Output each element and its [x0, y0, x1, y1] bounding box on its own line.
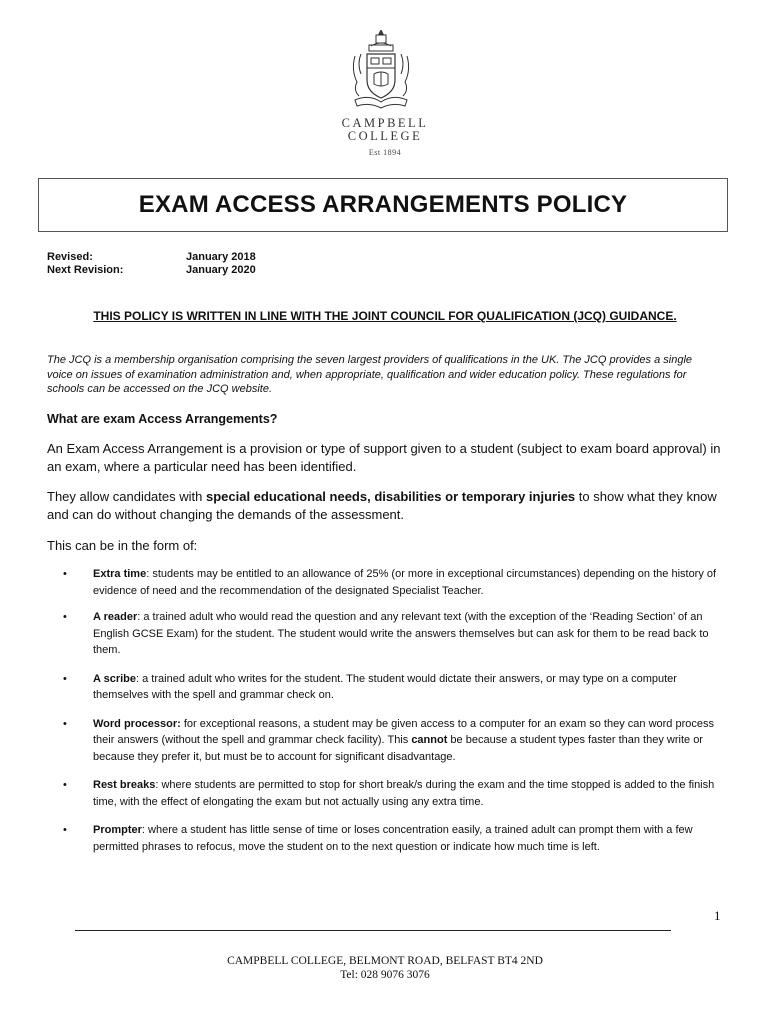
purpose-paragraph: [47, 488, 727, 524]
college-name-line1: CAMPBELL: [341, 116, 429, 130]
arrangements-list: [63, 566, 725, 855]
list-item-extra-time: [63, 566, 725, 599]
list-item-term: Rest breaks: [93, 779, 156, 791]
college-crest-logo: [349, 30, 413, 112]
jcq-intro-paragraph: The JCQ is a membership organisation comprising the seven largest providers of qualifications in the UK. The JCQ provides a single voice on issues of examination administration and, when appropriate, qualification and wider education policy. These regulations for schools can be accessed on the JCQ website.: [47, 354, 693, 395]
list-item-term: Word processor:: [93, 717, 181, 730]
list-item-scribe: [63, 671, 725, 704]
list-item-term: Prompter: [93, 824, 142, 836]
list-item-prompter: [63, 822, 725, 855]
definition-paragraph: An Exam Access Arrangement is a provision or type of support given to a student (subject to exam board approval) in an exam, where a particular need has been identified.: [47, 441, 721, 474]
list-item-text: for exceptional reasons, a student may be given access to a computer for an exam so they can word process their answers (without the spell and grammar check facility). This: [93, 717, 714, 746]
section-heading: What are exam Access Arrangements?: [47, 412, 278, 426]
next-revision-row: [47, 264, 256, 276]
form-intro-paragraph: This can be in the form of:: [47, 538, 198, 553]
revised-label: Revised:: [47, 251, 93, 263]
list-item-text: : where students are permitted to stop for short break/s during the exam and the time stopped is added to the finish time, with the effect of elongating the exam but not actually using any extra time.: [93, 779, 715, 808]
bullet-icon: •: [63, 568, 67, 580]
page-number: 1: [714, 908, 721, 923]
jcq-heading: THIS POLICY IS WRITTEN IN LINE WITH THE JOINT COUNCIL FOR QUALIFICATION (JCQ) GUIDANCE.: [93, 309, 677, 323]
list-item-reader: [63, 609, 725, 659]
list-item-term: Extra time: [93, 568, 147, 580]
bullet-icon: •: [63, 824, 67, 836]
list-item-text-after: be because a student types faster than they write or because they prefer it, but must be to account for significant disadvantage.: [93, 734, 703, 763]
footer-divider: [75, 930, 671, 931]
purpose-text-after: to show what they know and can do without changing the demands of the assessment.: [47, 489, 717, 522]
next-revision-value: January 2020: [186, 264, 256, 276]
list-item-text: : students may be entitled to an allowance of 25% (or more in exceptional circumstances) depending on the history of evidence of need and the recommendation of the designated Specialist Teacher.: [93, 568, 717, 597]
footer-address: CAMPBELL COLLEGE, BELMONT ROAD, BELFAST BT4 2ND: [227, 955, 543, 967]
bullet-icon: •: [63, 717, 67, 730]
college-name-line2: COLLEGE: [347, 129, 423, 143]
revised-row: [47, 251, 256, 263]
list-item-term: A reader: [93, 611, 138, 623]
bullet-icon: •: [63, 611, 67, 623]
purpose-text-before: They allow candidates with: [47, 489, 206, 504]
list-item-text: : a trained adult who writes for the student. The student would dictate their answers, or may type on a computer themselves with the spell and grammar check on.: [93, 672, 677, 701]
list-item-emphasis: cannot: [411, 734, 448, 746]
bullet-icon: •: [63, 779, 67, 791]
established-date: Est 1894: [368, 148, 402, 157]
list-item-term: A scribe: [93, 672, 137, 685]
footer-telephone: Tel: 028 9076 3076: [340, 969, 430, 981]
bullet-icon: •: [63, 672, 67, 685]
policy-title: EXAM ACCESS ARRANGEMENTS POLICY: [138, 191, 628, 218]
purpose-text-bold: special educational needs, disabilities or temporary injuries: [205, 489, 576, 504]
title-box: [38, 178, 728, 232]
revised-value: January 2018: [186, 251, 256, 263]
list-item-word-processor: [63, 716, 725, 766]
list-item-text: : where a student has little sense of time or loses concentration easily, a trained adult can prompt them with a few permitted phrases to refocus, move the student on to the next question or indicate how much time is left.: [93, 824, 693, 853]
list-item-text: : a trained adult who would read the question and any relevant text (with the exception of the ‘Reading Section’ of an English GCSE Exam) for the student. The student would write the answers themselves but can ask for them to be read back to them.: [93, 611, 709, 656]
next-revision-label: Next Revision:: [47, 264, 124, 276]
list-item-rest-breaks: [63, 777, 725, 810]
